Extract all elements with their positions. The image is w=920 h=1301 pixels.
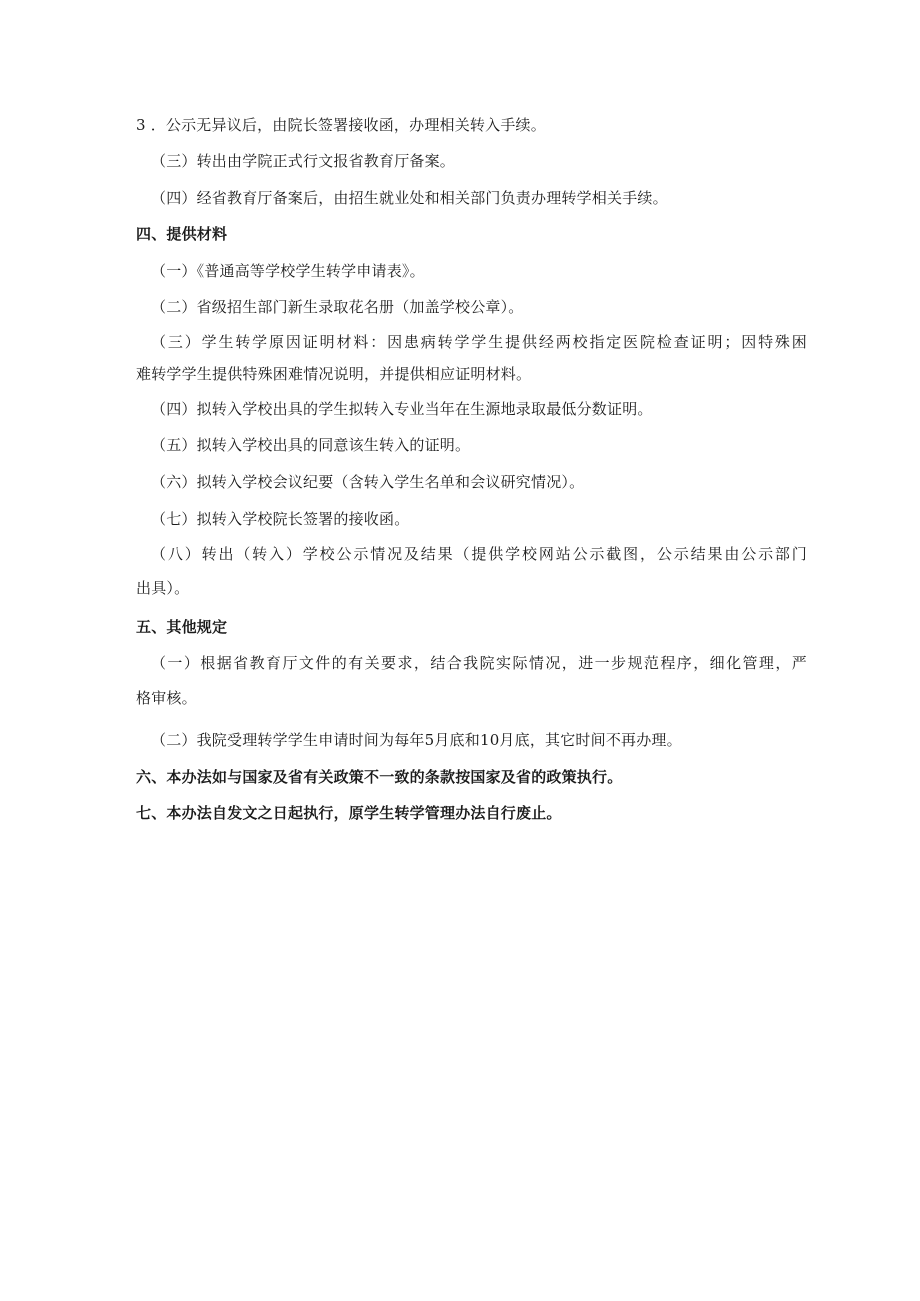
section-7-heading: 七、本办法自发文之日起执行，原学生转学管理办法自行废止。: [136, 804, 562, 822]
clause-3-publicity: 3 ．公示无异议后，由院长签署接收函，办理相关转入手续。: [136, 116, 546, 134]
rule-2: （二）我院受理转学学生申请时间为每年5月底和10月底，其它时间不再办理。: [151, 731, 682, 749]
rule-1-line-1: （一）根据省教育厅文件的有关要求，结合我院实际情况，进一步规范程序，细化管理，严: [151, 654, 807, 672]
material-8-line-2: 出具）。: [136, 579, 190, 597]
clause-3-4-procedures: （四）经省教育厅备案后，由招生就业处和相关部门负责办理转学相关手续。: [151, 189, 668, 207]
section-6-heading: 六、本办法如与国家及省有关政策不一致的条款按国家及省的政策执行。: [136, 768, 623, 786]
material-5: （五）拟转入学校出具的同意该生转入的证明。: [151, 436, 471, 454]
material-7: （七）拟转入学校院长签署的接收函。: [151, 510, 410, 528]
material-3-line-1: （三）学生转学原因证明材料：因患病转学学生提供经两校指定医院检查证明；因特殊困: [151, 333, 807, 351]
material-1: （一）《普通高等学校学生转学申请表》。: [151, 262, 425, 280]
material-3-line-2: 难转学学生提供特殊困难情况说明，并提供相应证明材料。: [136, 365, 532, 383]
rule-1-line-2: 格审核。: [136, 689, 197, 707]
material-4: （四）拟转入学校出具的学生拟转入专业当年在生源地录取最低分数证明。: [151, 400, 653, 418]
clause-3-3-transfer-out: （三）转出由学院正式行文报省教育厅备案。: [151, 152, 456, 170]
material-6: （六）拟转入学校会议纪要（含转入学生名单和会议研究情况）。: [151, 473, 585, 491]
section-5-heading: 五、其他规定: [136, 618, 228, 636]
material-8-line-1: （八）转出（转入）学校公示情况及结果（提供学校网站公示截图，公示结果由公示部门: [151, 545, 807, 563]
section-4-heading: 四、提供材料: [136, 225, 228, 243]
material-2: （二）省级招生部门新生录取花名册（加盖学校公章）。: [151, 298, 524, 316]
